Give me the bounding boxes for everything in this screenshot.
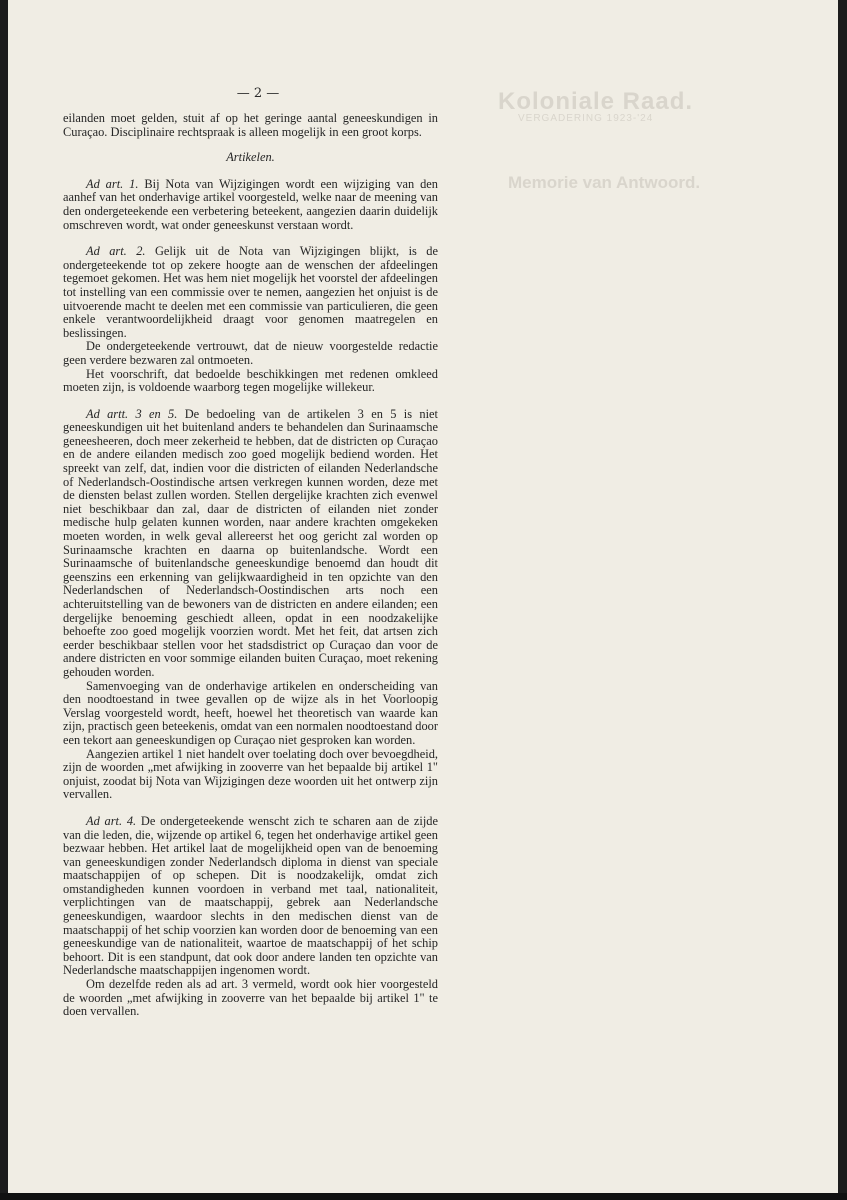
intro-paragraph: eilanden moet gelden, stuit af op het geringe aantal geneeskundigen in Curaçao. Disciplinaire rechtspraak is alleen mogelijk in een groot korps. (63, 111, 438, 139)
article-4-paragraph (63, 815, 438, 978)
article-3-5-paragraph (63, 408, 438, 680)
article-2-text: Gelijk uit de Nota van Wijzigingen blijkt, is de ondergeteekende tot op zekere hoogte aan de wenschen der afdeelingen tegemoet gekomen. Het was hem niet mogelijk het voorstel der afdeelingen tot instelling van een commissie over te nemen, aangezien het onjuist is de uitvoerende macht te deelen met een commissie van particulieren, die geen enkele verantwoordelijkheid draagt voor genomen maatregelen en beslissingen. (63, 244, 439, 340)
article-1-paragraph (63, 178, 438, 232)
text-column (63, 112, 438, 1019)
bleed-line-3: Memorie van Antwoord. (508, 173, 701, 192)
article-3-5-paragraph-3: Aangezien artikel 1 niet handelt over toelating doch over bevoegdheid, zijn de woorden „met afwijking in zooverre van het bepaalde bij artikel 1" onjuist, zoodat bij Nota van Wijzigingen deze woorden uit het ontwerp zijn vervallen. (63, 746, 438, 802)
article-2-paragraph (63, 245, 438, 340)
section-heading: Artikelen. (226, 150, 275, 165)
bleed-line-2: VERGADERING 1923-'24 (518, 113, 654, 124)
article-1-text: Bij Nota van Wijzigingen wordt een wijziging van den aanhef van het onderhavige artikel voorgesteld, welke naar de meening van den ondergeteekende een verbetering beteekent, aangezien daarin duidelijk omschreven wordt, wat onder geneeskunst verstaan wordt. (63, 176, 439, 232)
article-2-paragraph-2: De ondergeteekende vertrouwt, dat de nieuw voorgestelde redactie geen verdere bezwaren zal ontmoeten. (63, 339, 438, 367)
article-4-paragraph-2: Om dezelfde reden als ad art. 3 vermeld, wordt ook hier voorgesteld de woorden „met afwijking in zooverre van het bepaalde bij artikel 1" te doen vervallen. (63, 977, 438, 1019)
article-1-label: Ad art. 1. (86, 176, 139, 191)
article-2-label: Ad art. 2. (86, 244, 146, 259)
article-3-5-text: De bedoeling van de artikelen 3 en 5 is niet geneeskundigen uit het buitenland anders te behandelen dan Surinaamsche geneesheeren, doch meer zekerheid te hebben, dat de districten op Curaçao en de andere eilanden medisch zoo goed mogelijk bediend worden. Het spreekt van zelf, dat, indien voor die districten of eilanden Nederlandsche of Nederlandsch-Oostindische artsen verkregen kunnen worden, deze met de diensten belast zullen worden. Stellen dergelijke krachten zich evenwel niet beschikbaar dan zal, daar de districten of eilanden niet zonder medische hulp gelaten kunnen worden, naar andere krachten omgekeken moeten worden, in welk geval allereerst het oog gericht zal worden op Surinaamsche krachten en daarna op buitenlandsche. Wordt een Surinaamsche of buitenlandsche geneeskundige benoemd dan houdt dit geenszins een erkenning van gelijkwaardigheid in ten opzichte van den Nederlandschen of Nederlandsch-Oostindischen arts noch een achteruitstelling van de bewoners van de districten en andere eilanden; een dergelijke benoeming geschiedt alleen, opdat in een noodzakelijke behoefte zoo goed mogelijk voorzien wordt. Met het feit, dat artsen zich eerder beschikbaar stellen voor het stadsdistrict op Curaçao dan voor de andere districten en voor sommige eilanden buiten Curaçao, moet rekening gehouden worden. (63, 406, 438, 679)
article-3-5-paragraph-2: Samenvoeging van de onderhavige artikelen en onderscheiding van den noodtoestand in twee gevallen op de wijze als in het Voorloopig Verslag voorgesteld wordt, heeft, hoewel het theoretisch van waarde kan zijn, practisch geen beteekenis, omdat van een normalen noodtoestand door een tekort aan geneeskundigen op Curaçao niet gesproken kan worden. (63, 678, 438, 747)
page-number: — 2 — (236, 86, 280, 101)
document-page (8, 0, 838, 1193)
article-4-text: De ondergeteekende wenscht zich te scharen aan de zijde van die leden, die, wijzende op artikel 6, tegen het onderhavige artikel geen bezwaar hebben. Het artikel laat de mogelijkheid open van de benoeming van geneeskundigen zonder Nederlandsch diploma in dienst van speciale maatschappijen of op schepen. Dit is noodzakelijk, omdat zich omstandigheden kunnen voordoen in verband met taal, nationaliteit, verplichtingen van de maatschappij, gebrek aan Nederlandsche geneeskundigen, waardoor slechts in den medischen dienst van de maatschappij of het schip voorzien kan worden door de benoeming van een geneeskundige van de nationaliteit, waartoe de maatschappij of het schip behoort. Dit is een standpunt, dat ook door andere landen ten opzichte van Nederlandsche maatschappijen ingenomen wordt. (63, 813, 439, 978)
bleed-line-1: Koloniale Raad. (498, 88, 694, 115)
article-4-label: Ad art. 4. (86, 813, 137, 828)
article-3-5-label: Ad artt. 3 en 5. (86, 406, 178, 421)
scan-bottom-edge (0, 1193, 847, 1200)
article-2-paragraph-3: Het voorschrift, dat bedoelde beschikkingen met redenen omkleed moeten zijn, is voldoende waarborg tegen mogelijke willekeur. (63, 366, 438, 395)
